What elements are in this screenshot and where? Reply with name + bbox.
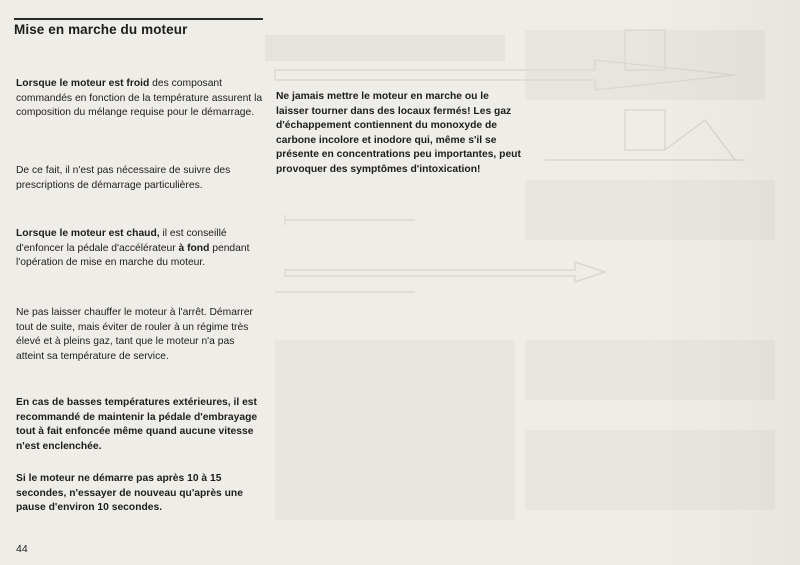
warning-exhaust-gas: Ne jamais mettre le moteur en marche ou le laisser tourner dans des locaux fermés! Les gaz d'échappement contiennent du monoxyde de carbone incolore et inodore qui, même s'il se présente en concentrations peu importantes, peut provoquer des symptômes d'intoxication! <box>276 91 521 175</box>
ghost-arrow-middle <box>285 215 415 225</box>
right-column <box>276 90 524 178</box>
paragraph-restart-pause: Si le moteur ne démarre pas après 10 à 15 secondes, n'essayer de nouveau qu'après une pause d'environ 10 secondes. <box>16 473 243 514</box>
paragraph-hot-engine <box>16 227 264 271</box>
page-edge-shadow <box>640 0 800 565</box>
ghost-arrow-lower <box>285 262 605 282</box>
paragraph-hot-engine-lead: Lorsque le moteur est chaud, <box>16 228 160 239</box>
paragraph-cold-engine-lead: Lorsque le moteur est froid <box>16 78 150 89</box>
left-column <box>16 77 264 121</box>
left-column-p3 <box>16 227 264 271</box>
paragraph-warm-up: Ne pas laisser chauffer le moteur à l'arrêt. Démarrer tout de suite, mais éviter de rouler à un régime très élevé et à pleins gaz, tant que le moteur n'a pas atteint sa température de service. <box>16 307 253 362</box>
paragraph-hot-engine-text: il est conseillé d'enfoncer la pédale d'accélérateur <box>16 228 227 254</box>
title-rule <box>14 18 263 20</box>
left-column-p5 <box>16 396 264 454</box>
paragraph-low-temperature: En cas de basses températures extérieures, il est recommandé de maintenir la pédale d'embrayage tout à fait enfoncée même quand aucune vitesse n'est enclenchée. <box>16 397 258 452</box>
ghost-text-block-1 <box>265 35 505 61</box>
ghost-text-block-4 <box>275 340 515 520</box>
left-column-p4 <box>16 306 264 364</box>
paragraph-hot-engine-emphasis: à fond <box>178 242 210 254</box>
page-number: 44 <box>16 543 28 555</box>
page-title: Mise en marche du moteur <box>14 22 188 37</box>
paragraph-cold-engine-text: des composant commandés en fonction de la température assurent la composition du mélange requise pour le démarrage. <box>16 78 263 119</box>
left-column-p2 <box>16 164 264 193</box>
paragraph-cold-engine <box>16 77 264 121</box>
paragraph-hot-engine-end: pendant l'opération de mise en marche du moteur. <box>16 242 250 269</box>
paragraph-no-special-procedure: De ce fait, il n'est pas nécessaire de suivre des prescriptions de démarrage particulières. <box>16 165 231 191</box>
left-column-p6 <box>16 472 264 516</box>
